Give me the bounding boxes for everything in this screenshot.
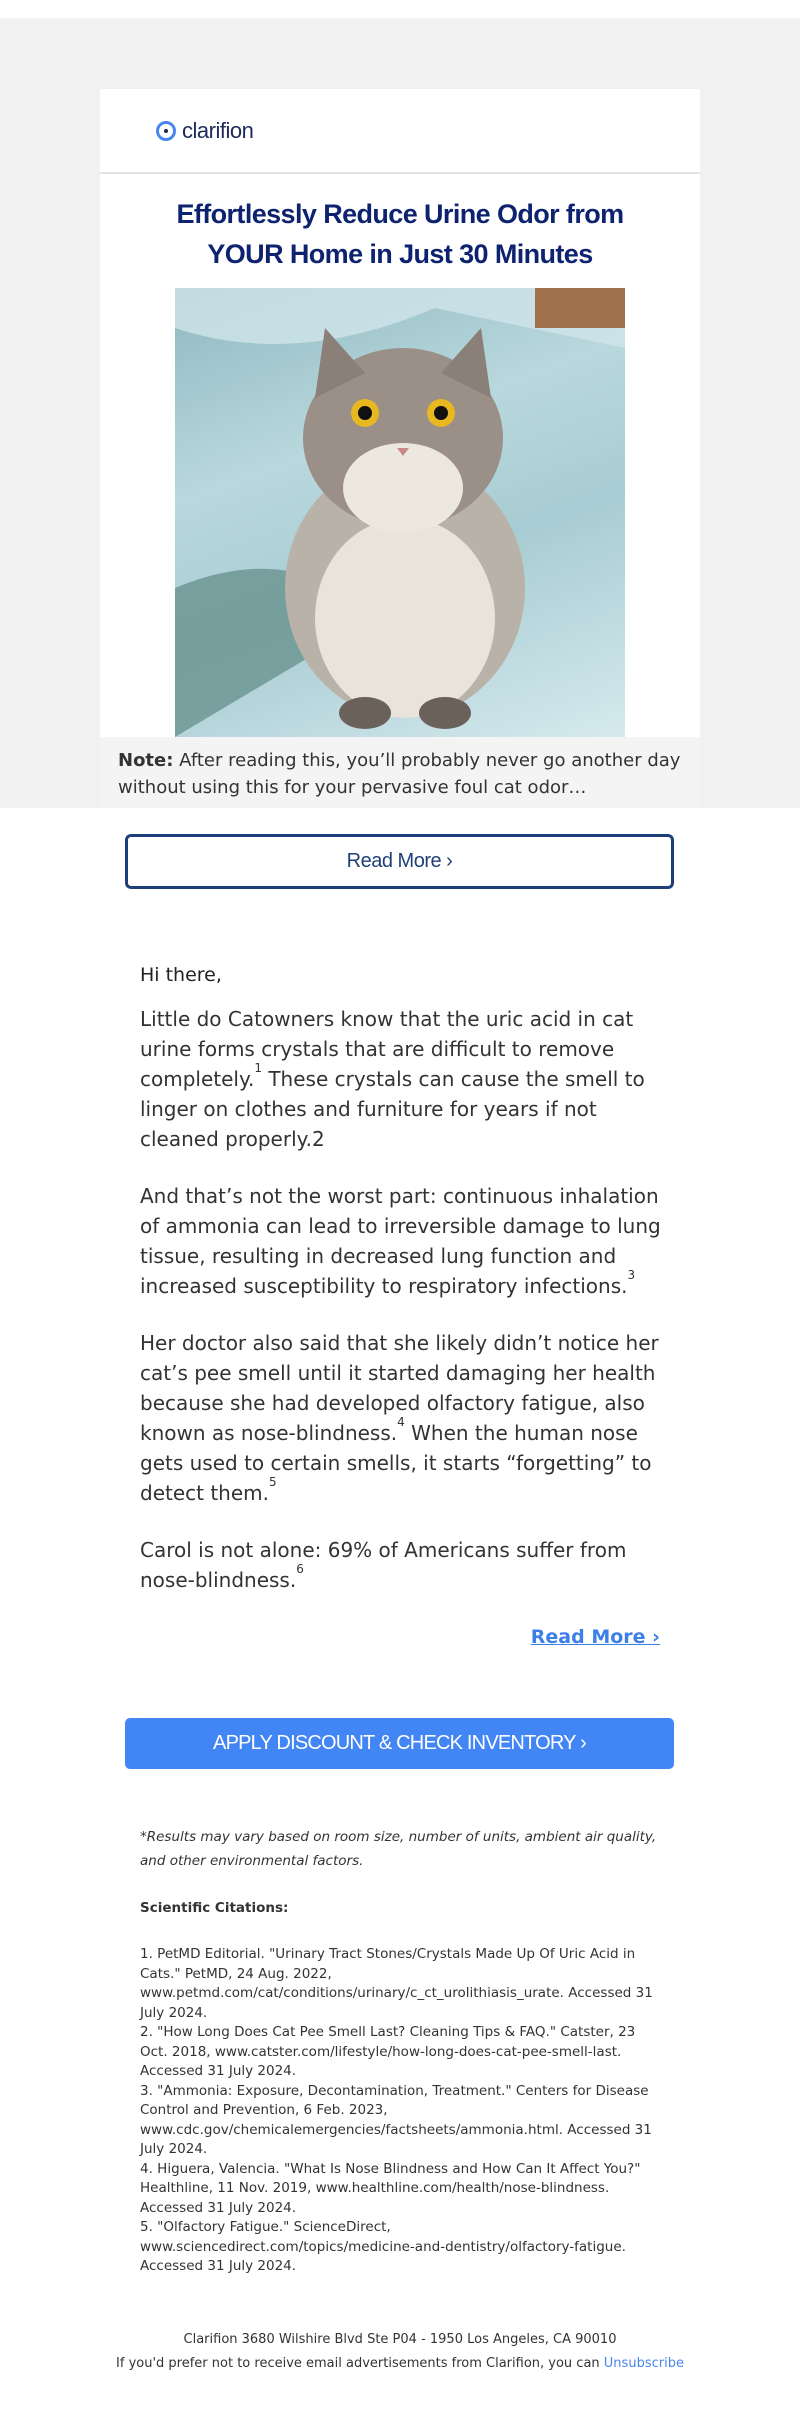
citations-list bbox=[140, 1945, 665, 2277]
email-body bbox=[140, 960, 665, 1622]
paragraph-3: Her doctor also said that she likely didn’t notice her cat’s pee smell until it started damaging her health because she had developed olfactory fatigue, also known as nose-blindness.$^4$ When the human nose gets used to certain smells, it starts “forgetting” to detect them.$^5$ bbox=[140, 1331, 659, 1505]
clarifion-logo-icon bbox=[156, 121, 176, 141]
citation: 1. PetMD Editorial. "Urinary Tract Stones/Crystals Made Up Of Uric Acid in Cats." PetMD, 24 Aug. 2022, www.petmd.com/cat/conditions/urinary/c_ct_urolithiasis_urate. Accessed 31 July 2024. bbox=[140, 1946, 653, 2021]
logo-text[interactable]: clarifion bbox=[182, 117, 254, 143]
apply-discount-button[interactable]: APPLY DISCOUNT & CHECK INVENTORY › bbox=[125, 1718, 674, 1769]
citation: 4. Higuera, Valencia. "What Is Nose Blindness and How Can It Affect You?" Healthline, 11 Nov. 2019, www.healthline.com/health/nose-blindness. Accessed 31 July 2024. bbox=[140, 2160, 641, 2216]
paragraph-2: And that’s not the worst part: continuous inhalation of ammonia can lead to irreversible damage to lung tissue, resulting in decreased lung function and increased susceptibility to respiratory infections.$^3$ bbox=[140, 1184, 661, 1298]
unsubscribe-line: If you'd prefer not to receive email advertisements from Clarifion, you can Unsubscribe bbox=[116, 2356, 684, 2371]
unsubscribe-link[interactable]: Unsubscribe bbox=[603, 2356, 684, 2371]
citations-title: Scientific Citations: bbox=[140, 1900, 289, 1916]
read-more-link[interactable]: Read More › bbox=[530, 1626, 660, 1648]
headline: Effortlessly Reduce Urine Odor from YOUR Home in Just 30 Minutes bbox=[176, 199, 624, 269]
footer-address: Clarifion 3680 Wilshire Blvd Ste P04 - 1950 Los Angeles, CA 90010 bbox=[183, 2332, 617, 2347]
greeting: Hi there, bbox=[140, 964, 222, 986]
paragraph-4: Carol is not alone: 69% of Americans suffer from nose-blindness.$^6$ bbox=[140, 1538, 627, 1592]
citation: 3. "Ammonia: Exposure, Decontamination, Treatment." Centers for Disease Control and Prevention, 6 Feb. 2023, www.cdc.gov/chemicalemergencies/factsheets/ammonia.html. Accessed 31 July 2024. bbox=[140, 2082, 652, 2157]
note-box bbox=[100, 737, 700, 807]
logo-header bbox=[100, 89, 700, 174]
citation: 5. "Olfactory Fatigue." ScienceDirect, www.sciencedirect.com/topics/medicine-and-dentistry/olfactory-fatigue. Accessed 31 July 2024. bbox=[140, 2219, 626, 2274]
hero-card bbox=[100, 89, 700, 807]
cat-hero-image[interactable] bbox=[175, 288, 625, 737]
note-text: After reading this, you’ll probably never go another day without using this for your pervasive foul cat odor… bbox=[118, 750, 681, 798]
paragraph-1: Little do Catowners know that the uric acid in cat urine forms crystals that are difficult to remove completely.$^1$ These crystals can cause the smell to linger on clothes and furniture for years if not cleaned properly.2 bbox=[140, 1007, 645, 1151]
footer bbox=[0, 2328, 800, 2376]
note-label: Note: bbox=[118, 750, 174, 771]
disclaimer: *Results may vary based on room size, number of units, ambient air quality, and other environmental factors. bbox=[140, 1829, 657, 1869]
citation: 2. "How Long Does Cat Pee Smell Last? Cleaning Tips & FAQ." Catster, 23 Oct. 2018, www.catster.com/lifestyle/how-long-does-cat-pee-smell-last. Accessed 31 July 2024. bbox=[140, 2024, 636, 2079]
read-more-button[interactable]: Read More › bbox=[125, 834, 674, 889]
